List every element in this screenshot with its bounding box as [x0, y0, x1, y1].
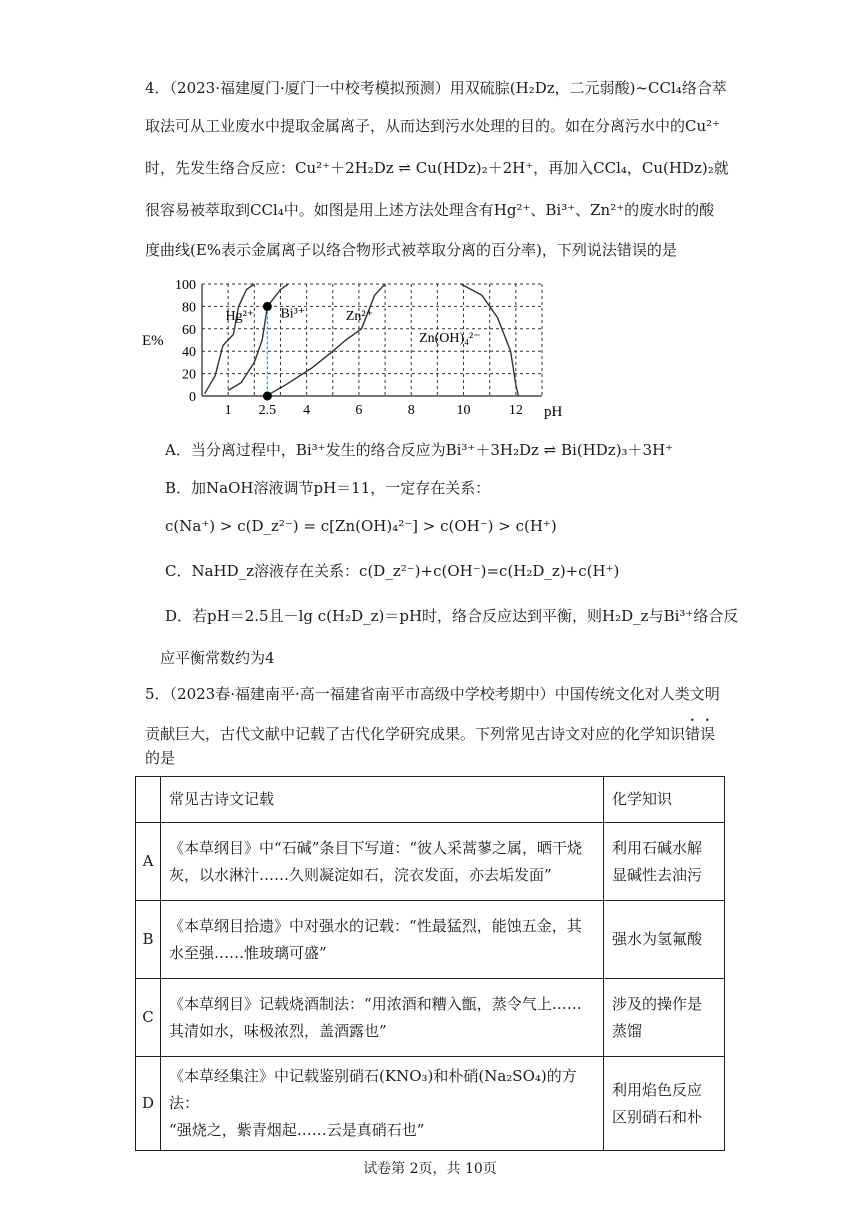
row-text — [161, 1057, 604, 1151]
row-knowledge-line: 涉及的操作是 — [612, 994, 703, 1013]
series-line — [270, 284, 385, 394]
q4-line-5: 度曲线(E%表示金属离子以络合物形式被萃取分离的百分率)，下列说法错误的是 — [145, 241, 677, 259]
y-tick-label: 20 — [182, 367, 196, 383]
x-tick-label: 6 — [355, 403, 363, 418]
q5-line-2-text: 贡献巨大，古代文献中记载了古代化学研究成果。下列常见古诗文对应的化学知识 — [145, 725, 686, 743]
data-point-marker — [263, 302, 272, 311]
table-row — [136, 901, 725, 979]
row-knowledge-line: 显碱性去油污 — [612, 865, 703, 884]
q5-line-1: 5．（2023春·福建南平·高一福建省南平市高级中学校考期中）中国传统文化对人类文明 — [145, 685, 720, 703]
y-axis-label: E% — [142, 333, 164, 349]
x-tick-label: 1 — [224, 403, 232, 418]
row-text-line: 其清如水，味极浓烈，盖酒露也” — [169, 1021, 387, 1040]
option-d-line-2: 应平衡常数约为4 — [160, 649, 275, 667]
q4-line-4: 很容易被萃取到CCl₄中。如图是用上述方法处理含有Hg²⁺、Bi³⁺、Zn²⁺的废水时的酸 — [145, 201, 715, 219]
series-label: Hg²⁺ — [225, 308, 255, 324]
chart-labels — [142, 278, 563, 420]
row-knowledge-line: 蒸馏 — [612, 1021, 643, 1040]
row-text — [161, 979, 604, 1057]
row-label: D — [136, 1057, 161, 1151]
option-c: C．NaHD_z溶液存在关系：c(D_z²⁻)+c(OH⁻)=c(H₂D_z)+c(H⁺) — [165, 562, 620, 580]
q4-line-1: 4．（2023·福建厦门·厦门一中校考模拟预测）用双硫腙(H₂Dz，二元弱酸)~CCl₄络合萃 — [145, 79, 727, 97]
q5-emphasis: 错误 — [685, 725, 716, 743]
row-text-line: 《本草经集注》中记载鉴别硝石(KNO₃)和朴硝(Na₂SO₄)的方法： — [169, 1067, 577, 1112]
q5-table — [135, 776, 725, 1151]
row-text — [161, 823, 604, 901]
row-knowledge — [604, 1057, 725, 1151]
table-header-row — [136, 777, 725, 823]
x-tick-label: 2.5 — [258, 403, 277, 418]
row-label: B — [136, 901, 161, 979]
y-tick-label: 40 — [182, 345, 196, 361]
y-tick-label: 60 — [182, 322, 196, 338]
table-row — [136, 979, 725, 1057]
row-knowledge-line: 利用石碱水解 — [612, 838, 703, 857]
y-tick-label: 100 — [175, 278, 196, 293]
table-header-cell: 化学知识 — [604, 777, 725, 823]
x-tick-label: 8 — [407, 403, 415, 418]
data-point-marker — [263, 392, 272, 401]
option-a: A．当分离过程中，Bi³⁺发生的络合反应为Bi³⁺＋3H₂Dz ⇌ Bi(HDz)₃＋3H⁺ — [165, 441, 674, 459]
acidity-curve-chart — [140, 270, 580, 420]
row-text-line: 灰，以水淋汁……久则凝淀如石，浣衣发面，亦去垢发面” — [169, 865, 552, 884]
q5-line-3: 的是 — [145, 749, 176, 767]
x-tick-label: 4 — [303, 403, 311, 418]
q4-line-3: 时，先发生络合反应：Cu²⁺＋2H₂Dz ⇌ Cu(HDz)₂＋2H⁺，再加入CCl₄，Cu(HDz)₂就 — [145, 159, 729, 177]
row-text-line: 《本草纲目拾遗》中对强水的记载：“性最猛烈，能蚀五金，其 — [169, 916, 582, 935]
row-text-line: 《本草纲目》中“石碱”条目下写道：“彼人采蒿蓼之属，晒干烧 — [169, 838, 583, 857]
row-text-line: “强烧之，紫青烟起……云是真硝石也” — [169, 1121, 425, 1139]
row-knowledge-line: 强水为氢氟酸 — [612, 930, 703, 948]
q5-line-2 — [145, 716, 715, 744]
row-text-line: 水至强……惟玻璃可盛” — [169, 943, 327, 962]
x-axis-label: pH — [544, 404, 563, 420]
series-label: Bi³⁺ — [280, 306, 306, 322]
row-text — [161, 901, 604, 979]
row-knowledge — [604, 979, 725, 1057]
series-line — [205, 284, 255, 394]
x-tick-label: 12 — [508, 403, 523, 418]
series-line — [225, 284, 288, 390]
option-d-line-1: D．若pH＝2.5且－lg c(H₂D_z)＝pH时，络合反应达到平衡，则H₂D_z与Bi³⁺络合反 — [165, 607, 739, 625]
row-label: A — [136, 823, 161, 901]
row-label: C — [136, 979, 161, 1057]
q4-line-2: 取法可从工业废水中提取金属离子，从而达到污水处理的目的。如在分离污水中的Cu²⁺ — [145, 117, 721, 135]
table-row — [136, 823, 725, 901]
row-knowledge — [604, 823, 725, 901]
row-text-line: 《本草纲目》记载烧酒制法：“用浓酒和糟入甑，蒸令气上…… — [169, 994, 582, 1013]
series-label: Zn²⁺ — [345, 308, 373, 324]
row-knowledge — [604, 901, 725, 979]
x-tick-label: 10 — [456, 403, 471, 418]
row-knowledge-line: 区别硝石和朴 — [612, 1107, 703, 1126]
page-footer: 试卷第 2页，共 10页 — [363, 1161, 497, 1177]
row-knowledge-line: 利用焰色反应 — [612, 1080, 703, 1099]
option-b-line-1: B．加NaOH溶液调节pH＝11，一定存在关系： — [165, 479, 491, 497]
y-tick-label: 80 — [182, 300, 196, 316]
table-header-cell: 常见古诗文记载 — [161, 777, 604, 823]
table-row — [136, 1057, 725, 1151]
table-header-cell — [136, 777, 161, 823]
y-tick-label: 0 — [189, 390, 196, 405]
option-b-line-2: c(Na⁺) > c(D_z²⁻) = c[Zn(OH)₄²⁻] > c(OH⁻) > c(H⁺) — [165, 517, 557, 535]
series-label: Zn(OH)₄²⁻ — [419, 331, 481, 347]
